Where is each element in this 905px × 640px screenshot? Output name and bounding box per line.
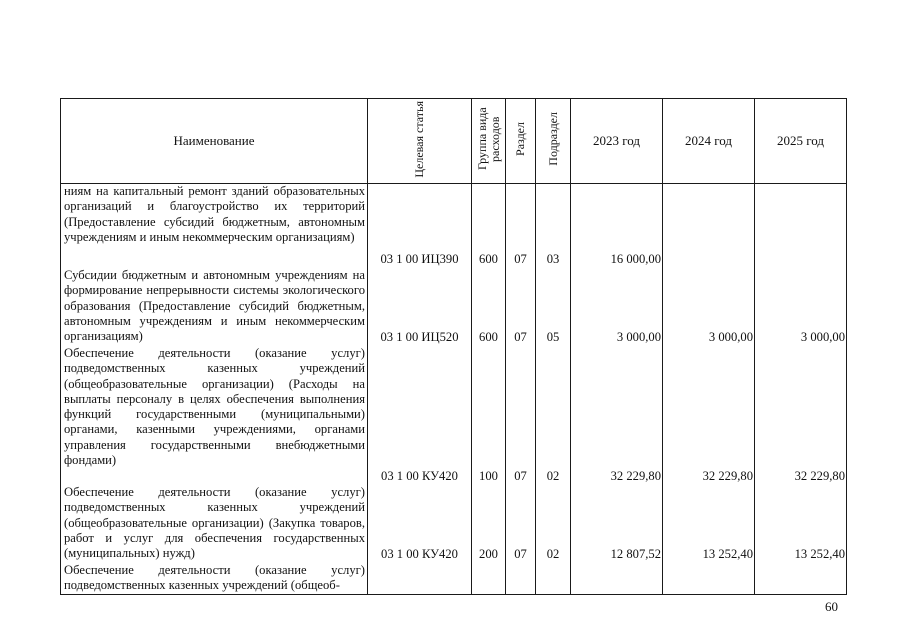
header-year-2024 bbox=[663, 99, 755, 184]
row-section: 07 bbox=[506, 184, 536, 269]
header-row bbox=[61, 99, 847, 184]
row-name: Субсидии бюджетным и автономным учреждениям на формирование непрерывности системы экологического образования (Предоставление субсидий бюджетным, автономным учреждениям и иным некоммерческим организациям) bbox=[61, 268, 368, 346]
row-target-article bbox=[368, 563, 472, 595]
header-year-2025-label: 2025 год bbox=[777, 133, 824, 148]
header-year-2025 bbox=[755, 99, 847, 184]
row-amount-2024 bbox=[663, 184, 755, 269]
header-target-article-label: Целевая статья bbox=[412, 100, 426, 178]
row-subsection: 02 bbox=[536, 346, 571, 485]
row-amount-2024: 3 000,00 bbox=[663, 268, 755, 346]
row-amount-2023: 16 000,00 bbox=[571, 184, 663, 269]
header-name-label: Наименование bbox=[173, 133, 255, 148]
row-name: ниям на капитальный ремонт зданий образовательных организаций и благоустройство их территорий (Предоставление субсидий бюджетным, автономным учреждениям и иным некоммерческим организациям) bbox=[61, 184, 368, 269]
header-subsection-label: Подраздел bbox=[545, 112, 560, 166]
row-amount-2023: 3 000,00 bbox=[571, 268, 663, 346]
row-target-article: 03 1 00 КУ420 bbox=[368, 346, 472, 485]
row-expense-group bbox=[472, 563, 506, 595]
row-expense-group: 600 bbox=[472, 268, 506, 346]
table-row bbox=[61, 268, 847, 346]
table-body bbox=[61, 184, 847, 595]
row-amount-2025 bbox=[755, 184, 847, 269]
page-number: 60 bbox=[825, 599, 838, 614]
row-expense-group: 600 bbox=[472, 184, 506, 269]
row-expense-group: 100 bbox=[472, 346, 506, 485]
table-row bbox=[61, 485, 847, 563]
row-subsection bbox=[536, 563, 571, 595]
row-subsection: 03 bbox=[536, 184, 571, 269]
header-year-2023-label: 2023 год bbox=[593, 133, 640, 148]
header-section bbox=[506, 99, 536, 184]
row-target-article: 03 1 00 ИЦ520 bbox=[368, 268, 472, 346]
header-year-2023 bbox=[571, 99, 663, 184]
table-row bbox=[61, 563, 847, 595]
table-header bbox=[61, 99, 847, 184]
header-section-label: Раздел bbox=[513, 122, 527, 156]
row-expense-group: 200 bbox=[472, 485, 506, 563]
row-amount-2025: 32 229,80 bbox=[755, 346, 847, 485]
row-amount-2025 bbox=[755, 563, 847, 595]
header-expense-group bbox=[472, 99, 506, 184]
header-subsection bbox=[536, 99, 571, 184]
row-target-article: 03 1 00 КУ420 bbox=[368, 485, 472, 563]
header-expense-group-label: Группа вида расходов bbox=[474, 107, 502, 171]
row-subsection: 05 bbox=[536, 268, 571, 346]
row-name: Обеспечение деятельности (оказание услуг) подведомственных казенных учреждений (общеоб- bbox=[61, 563, 368, 595]
row-amount-2023 bbox=[571, 563, 663, 595]
budget-table bbox=[60, 98, 847, 595]
row-section: 07 bbox=[506, 346, 536, 485]
row-section: 07 bbox=[506, 485, 536, 563]
header-target-article bbox=[368, 99, 472, 184]
row-amount-2024: 32 229,80 bbox=[663, 346, 755, 485]
row-target-article: 03 1 00 ИЦ390 bbox=[368, 184, 472, 269]
header-name bbox=[61, 99, 368, 184]
row-amount-2024 bbox=[663, 563, 755, 595]
row-amount-2025: 13 252,40 bbox=[755, 485, 847, 563]
table-row bbox=[61, 346, 847, 485]
row-section bbox=[506, 563, 536, 595]
row-amount-2025: 3 000,00 bbox=[755, 268, 847, 346]
row-subsection: 02 bbox=[536, 485, 571, 563]
row-name: Обеспечение деятельности (оказание услуг) подведомственных казенных учреждений (общеобразовательные организации) (Расходы на выплаты персоналу в целях обеспечения выполнения функций государственными (муниципальными) органами, казенными учреждениями, органами управления государственными внебюджетными фондами) bbox=[61, 346, 368, 485]
row-name: Обеспечение деятельности (оказание услуг) подведомственных казенных учреждений (общеобразовательные организации) (Закупка товаров, работ и услуг для обеспечения государственных (муниципальных) нужд) bbox=[61, 485, 368, 563]
row-amount-2023: 32 229,80 bbox=[571, 346, 663, 485]
row-amount-2024: 13 252,40 bbox=[663, 485, 755, 563]
table-row bbox=[61, 184, 847, 269]
row-amount-2023: 12 807,52 bbox=[571, 485, 663, 563]
header-year-2024-label: 2024 год bbox=[685, 133, 732, 148]
row-section: 07 bbox=[506, 268, 536, 346]
